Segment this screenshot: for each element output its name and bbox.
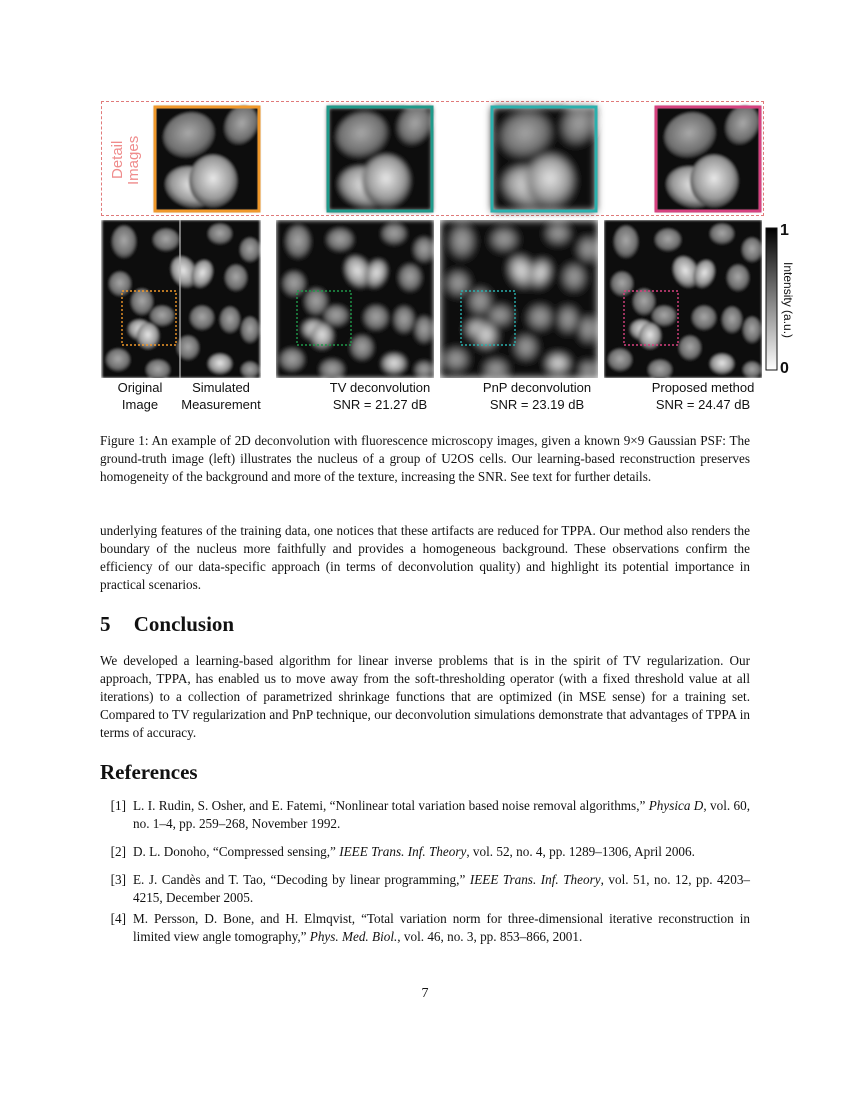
- reference-number: [3]: [110, 872, 126, 887]
- reference-item: [100, 797, 750, 833]
- panel-label-proposed: Proposed method SNR = 24.47 dB: [651, 380, 755, 412]
- figure-graphics: [0, 0, 850, 380]
- reference-item: [100, 843, 750, 861]
- panel-pnp: [440, 220, 598, 380]
- panel-label-original: Original Image: [117, 380, 163, 412]
- colorbar: [766, 228, 777, 370]
- detail-images-label: Detail Images: [109, 135, 142, 185]
- reference-text: E. J. Candès and T. Tao, “Decoding by linear programming,” IEEE Trans. Inf. Theory, vol. 51, no. 12, pp. 4203–4215, December 2005.: [133, 872, 751, 905]
- reference-text: M. Persson, D. Bone, and H. Elmqvist, “Total variation norm for three-dimensional iterative reconstruction in limited view angle tomography,” Phys. Med. Biol., vol. 46, no. 3, pp. 853–866, 2001.: [133, 911, 750, 944]
- panel-proposed: [604, 220, 762, 380]
- figure-caption: Figure 1: An example of 2D deconvolution with fluorescence microscopy images, given a known 9×9 Gaussian PSF: The ground-truth image (left) illustrates the nucleus of a group of U2OS cells. Our learning-based reconstruction preserves homogeneity of the background and more of the texture, increasing the SNR. See text for further details.: [100, 433, 750, 484]
- section-number: 5: [100, 612, 111, 636]
- body-paragraph-2: We developed a learning-based algorithm for linear inverse problems that is in the spirit of TV regularization. Our approach, TPPA, has enabled us to move away from the soft-thresholding operator (with a fixed threshold value at all iterations) to a collection of parametrized shrinkage functions that are optimized (in MSE sense) for a training set. Compared to TV regularization and PnP technique, our deconvolution simulations demonstrate that advantages of TPPA in terms of accuracy.: [100, 653, 750, 740]
- panel-tv: [276, 220, 434, 380]
- page-number: 7: [421, 986, 429, 1001]
- body-paragraph-1: underlying features of the training data, one notices that these artifacts are reduced for TPPA. Our method also renders the boundary of the nucleus more faithfully and provides a homogeneous background. These observations confirm the efficiency of our data-specific approach (in terms of deconvolution quality) and highlight its potential importance in practical scenarios.: [100, 523, 750, 592]
- detail-image-tv: [328, 100, 437, 213]
- references-heading: References: [100, 760, 198, 784]
- reference-item: [100, 871, 750, 907]
- colorbar-axis-label: Intensity (a.u.): [781, 261, 795, 339]
- reference-text: D. L. Donoho, “Compressed sensing,” IEEE Trans. Inf. Theory, vol. 52, no. 4, pp. 1289–1306, April 2006.: [133, 844, 695, 859]
- detail-image-proposed: [656, 100, 765, 213]
- detail-image-original: [155, 100, 264, 213]
- reference-text: L. I. Rudin, S. Osher, and E. Fatemi, “Nonlinear total variation based noise removal algorithms,” Physica D, vol. 60, no. 1–4, pp. 259–268, November 1992.: [133, 798, 750, 831]
- section-heading: [100, 612, 234, 637]
- panel-label-pnp: PnP deconvolution SNR = 23.19 dB: [482, 380, 592, 412]
- figure: [0, 0, 850, 420]
- detail-image-pnp: [492, 100, 601, 213]
- colorbar-min-label: 0: [780, 360, 789, 377]
- section-title: Conclusion: [133, 612, 235, 636]
- panel-label-simulated: Simulated Measurement: [181, 380, 261, 412]
- panel-label-tv: TV deconvolution SNR = 21.27 dB: [329, 380, 431, 412]
- colorbar-max-label: 1: [780, 222, 789, 239]
- reference-item: [100, 910, 750, 946]
- panel-original-simulated: [102, 220, 261, 380]
- reference-number: [2]: [110, 844, 126, 859]
- reference-number: [1]: [110, 798, 126, 813]
- reference-number: [4]: [110, 911, 126, 926]
